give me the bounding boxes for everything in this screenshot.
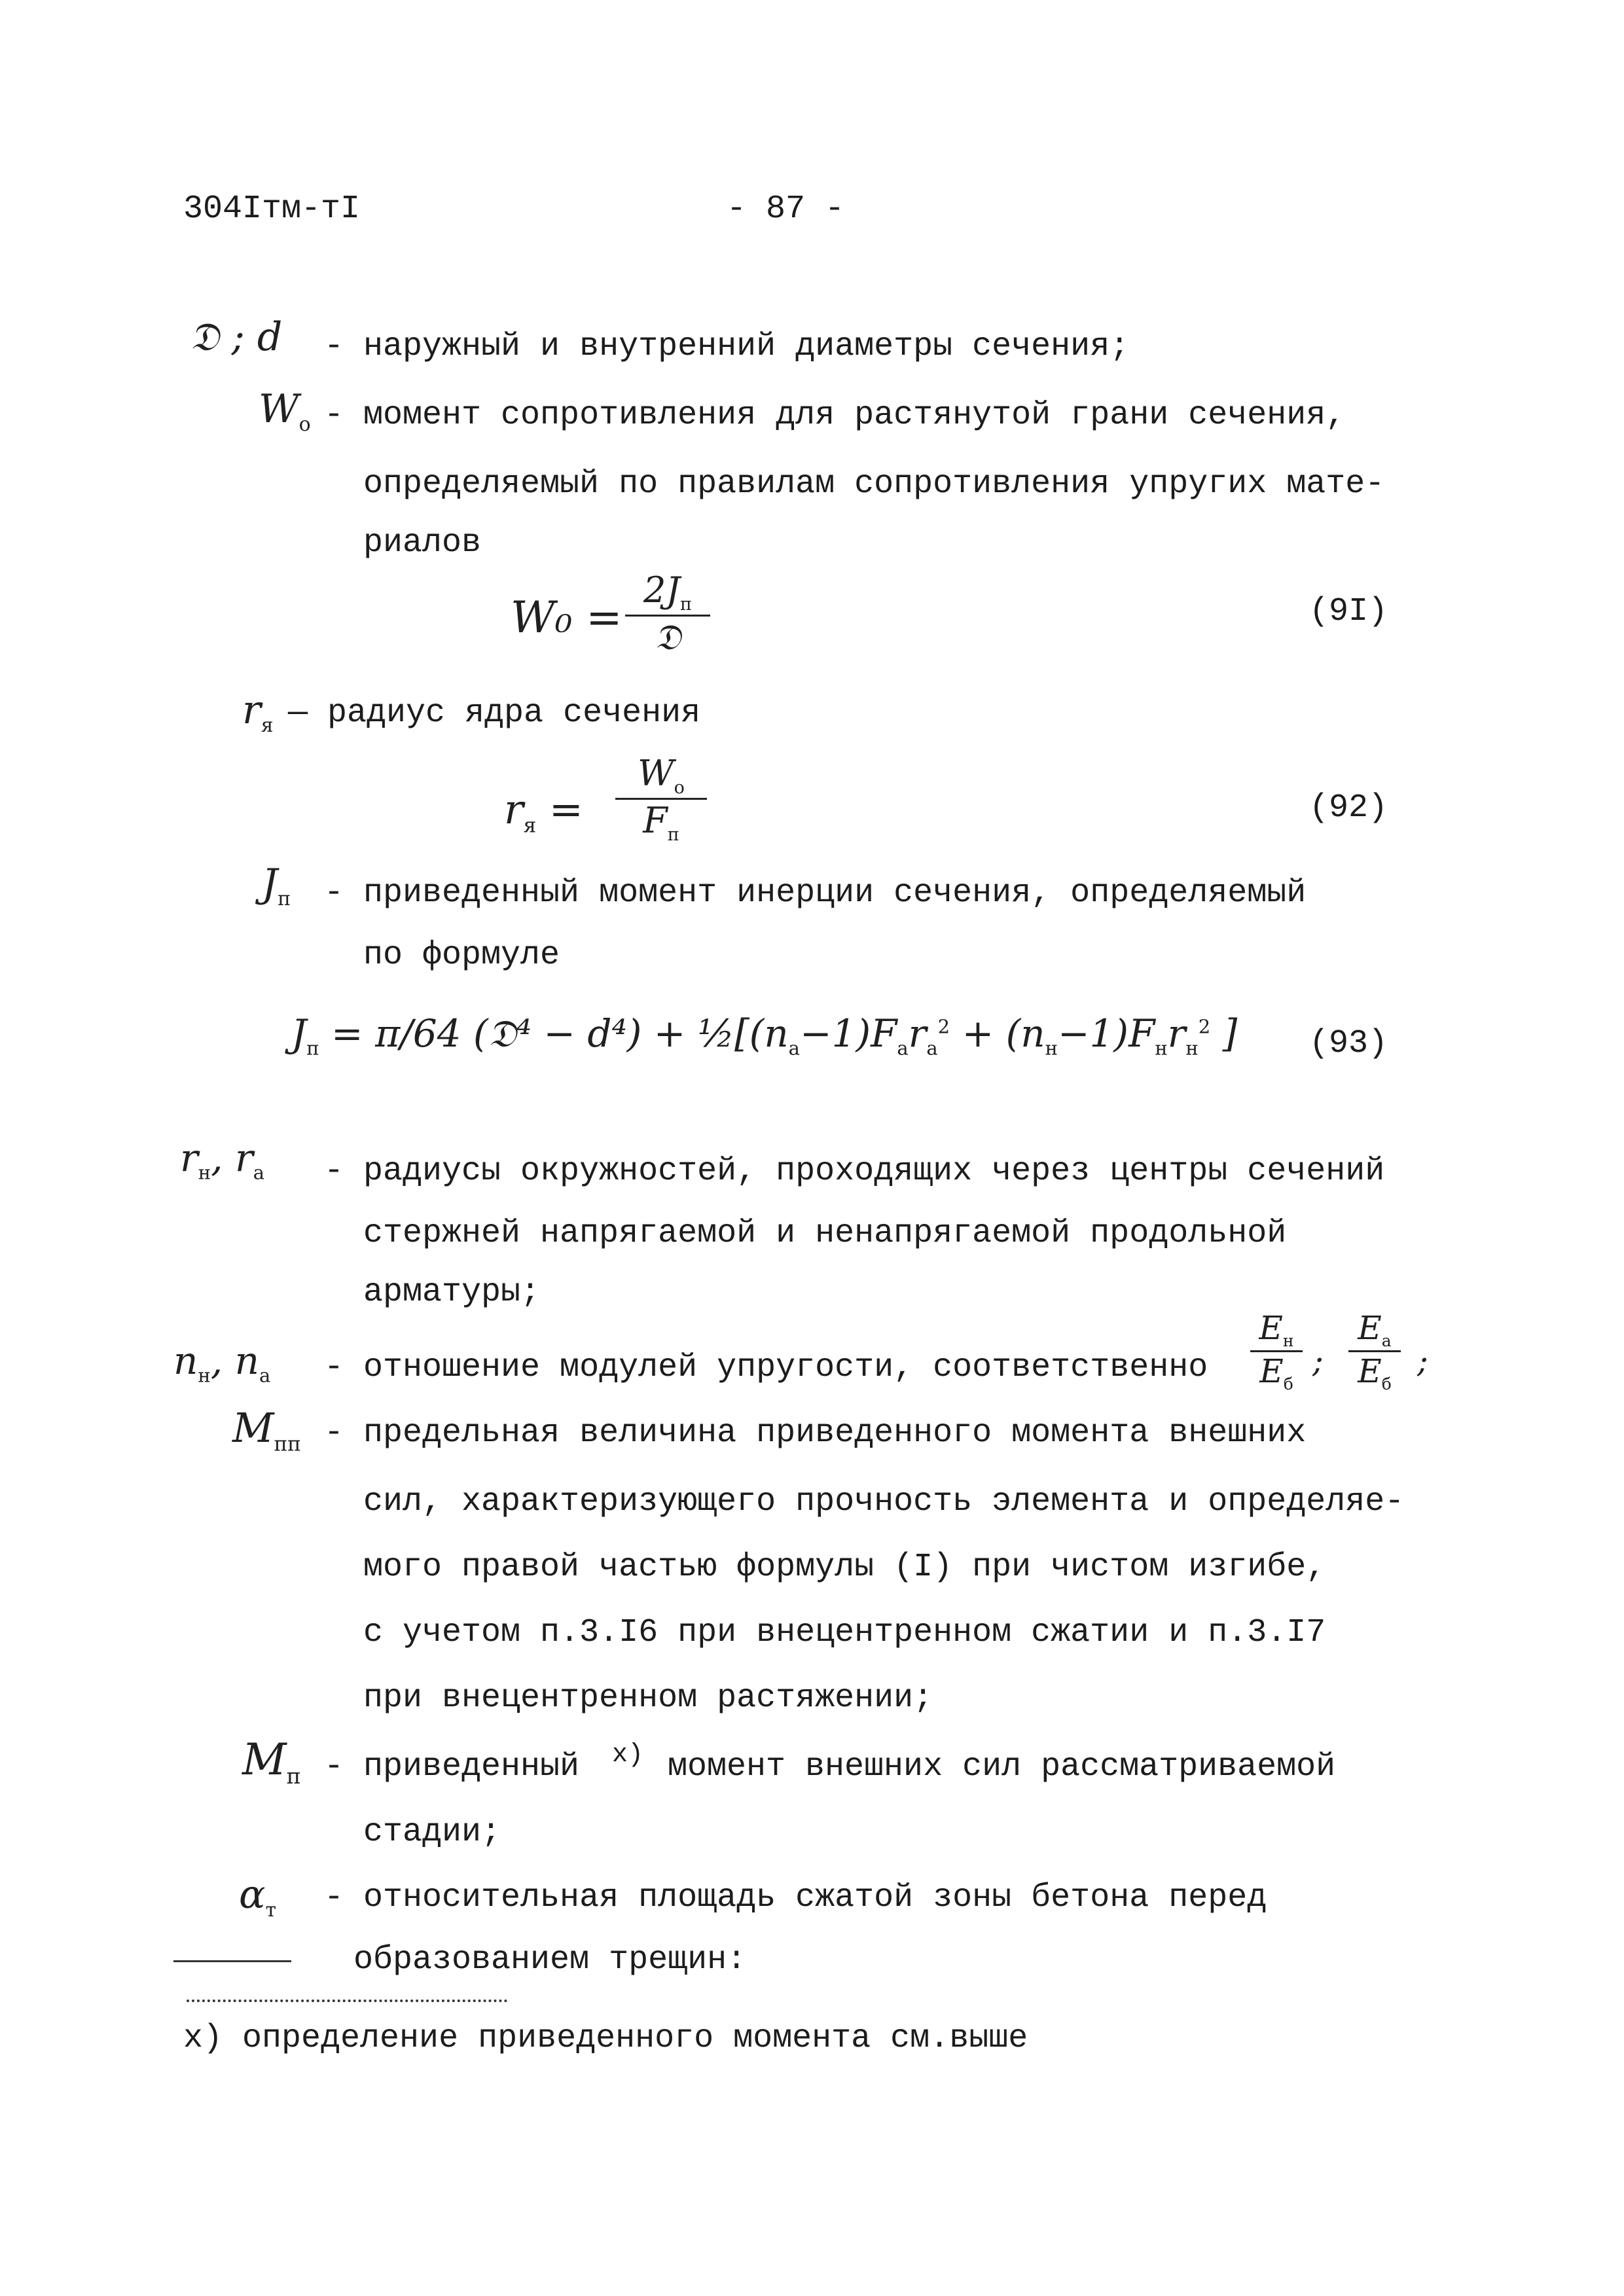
symbol-D-d: 𝔇 ; d: [190, 314, 283, 360]
definition-M-pp-line3: мого правой частью формулы (I) при чистом изгибе,: [363, 1549, 1326, 1586]
definition-r-line2: стержней напрягаемой и ненапрягаемой продольной: [363, 1215, 1287, 1252]
ratio-end: ;: [1417, 1342, 1428, 1380]
footnote-separator: [187, 2000, 507, 2002]
definition-W0-line3: риалов: [363, 524, 482, 562]
symbol-W0: $W_o$: [259, 386, 311, 436]
ratio-Ea-Eb-numerator: $E_а$: [1358, 1309, 1392, 1350]
formula-91-numerator: $2J_п$: [643, 569, 692, 615]
definition-M-pp-line5: при внецентренном растяжении;: [363, 1679, 933, 1717]
formula-92-denominator: $F_п$: [643, 799, 679, 845]
definition-alpha-line1: - относительная площадь сжатой зоны бетона перед: [324, 1879, 1267, 1916]
document-code: 304Iтм-тI: [183, 190, 361, 228]
footnote-marker: x): [612, 1740, 644, 1770]
ratio-Ea-Eb: [1348, 1309, 1401, 1393]
formula-91-denominator: 𝔇: [654, 616, 681, 658]
formula-91-label: (9I): [1309, 593, 1388, 630]
definition-M-pp-line2: сил, характеризующего прочность элемента и определяе-: [363, 1483, 1405, 1520]
definition-W0-line2: определяемый по правилам сопротивления упругих мате-: [363, 465, 1385, 503]
symbol-M-p: $M_п$: [242, 1734, 301, 1789]
definition-r-line3: арматуры;: [363, 1274, 541, 1311]
definition-M-pp-line1: - предельная величина приведенного момента внешних: [324, 1414, 1307, 1452]
formula-92-numerator: $W_o$: [638, 753, 685, 798]
definition-M-p-line1b: момент внешних сил рассматриваемой: [668, 1748, 1336, 1785]
symbol-alpha-t: $\alpha_т$: [239, 1872, 277, 1922]
ratio-En-Eb-numerator: $E_н$: [1259, 1309, 1294, 1350]
formula-92-fraction: [615, 753, 707, 845]
definition-J-p-line1: - приведенный момент инерции сечения, определяемый: [324, 874, 1307, 912]
formula-93: $J_п = \pi/64$ (𝔇⁴ − $d^4) + \frac{1}{2}[(n_а-1)F_аr_а^2 + (n_н-1)F_нr_н^2$ ]: [291, 1011, 1238, 1060]
definition-M-p-line1a: - приведенный: [324, 1748, 580, 1785]
definition-r-line1: - радиусы окружностей, проходящих через центры сечений: [324, 1153, 1385, 1190]
ratio-En-Eb: [1250, 1309, 1303, 1393]
definition-alpha-line2: образованием трещин:: [353, 1941, 747, 1979]
ratio-separator: ;: [1312, 1342, 1324, 1380]
formula-92-label: (92): [1309, 789, 1388, 827]
definition-M-pp-line4: с учетом п.3.I6 при внецентренном сжатии и п.3.I7: [363, 1614, 1326, 1651]
definition-r-ya: — радиус ядра сечения: [288, 694, 701, 732]
formula-91-fraction: [625, 569, 710, 658]
definition-n-line1: - отношение модулей упругости, соответственно: [324, 1349, 1208, 1386]
ratio-Ea-Eb-denominator: $E_б$: [1358, 1352, 1392, 1393]
symbol-M-pp: $M_{пп}$: [232, 1404, 301, 1456]
symbol-n-n-n-a: $n_н$, $n_а$: [173, 1338, 271, 1387]
page-number: - 87 -: [727, 190, 845, 228]
ratio-En-Eb-denominator: $E_б$: [1259, 1352, 1293, 1393]
symbol-J-p: $J_п$: [262, 861, 291, 910]
symbol-r-n-r-a: $r_н$, $r_а$: [180, 1136, 264, 1184]
left-margin-rule: [173, 1960, 291, 1962]
formula-92-lhs: $r_я$ =: [504, 785, 583, 838]
definition-W0-line1: - момент сопротивления для растянутой грани сечения,: [324, 397, 1346, 434]
formula-91-lhs: W₀ =: [511, 592, 623, 643]
symbol-r-ya: $r_я$: [242, 687, 274, 737]
definition-D-d: - наружный и внутренний диаметры сечения;: [324, 328, 1130, 365]
definition-M-p-line2: стадии;: [363, 1814, 501, 1851]
formula-93-label: (93): [1309, 1025, 1388, 1062]
footnote-text: x) определение приведенного момента см.выше: [183, 2020, 1028, 2057]
definition-J-p-line2: по формуле: [363, 937, 560, 974]
